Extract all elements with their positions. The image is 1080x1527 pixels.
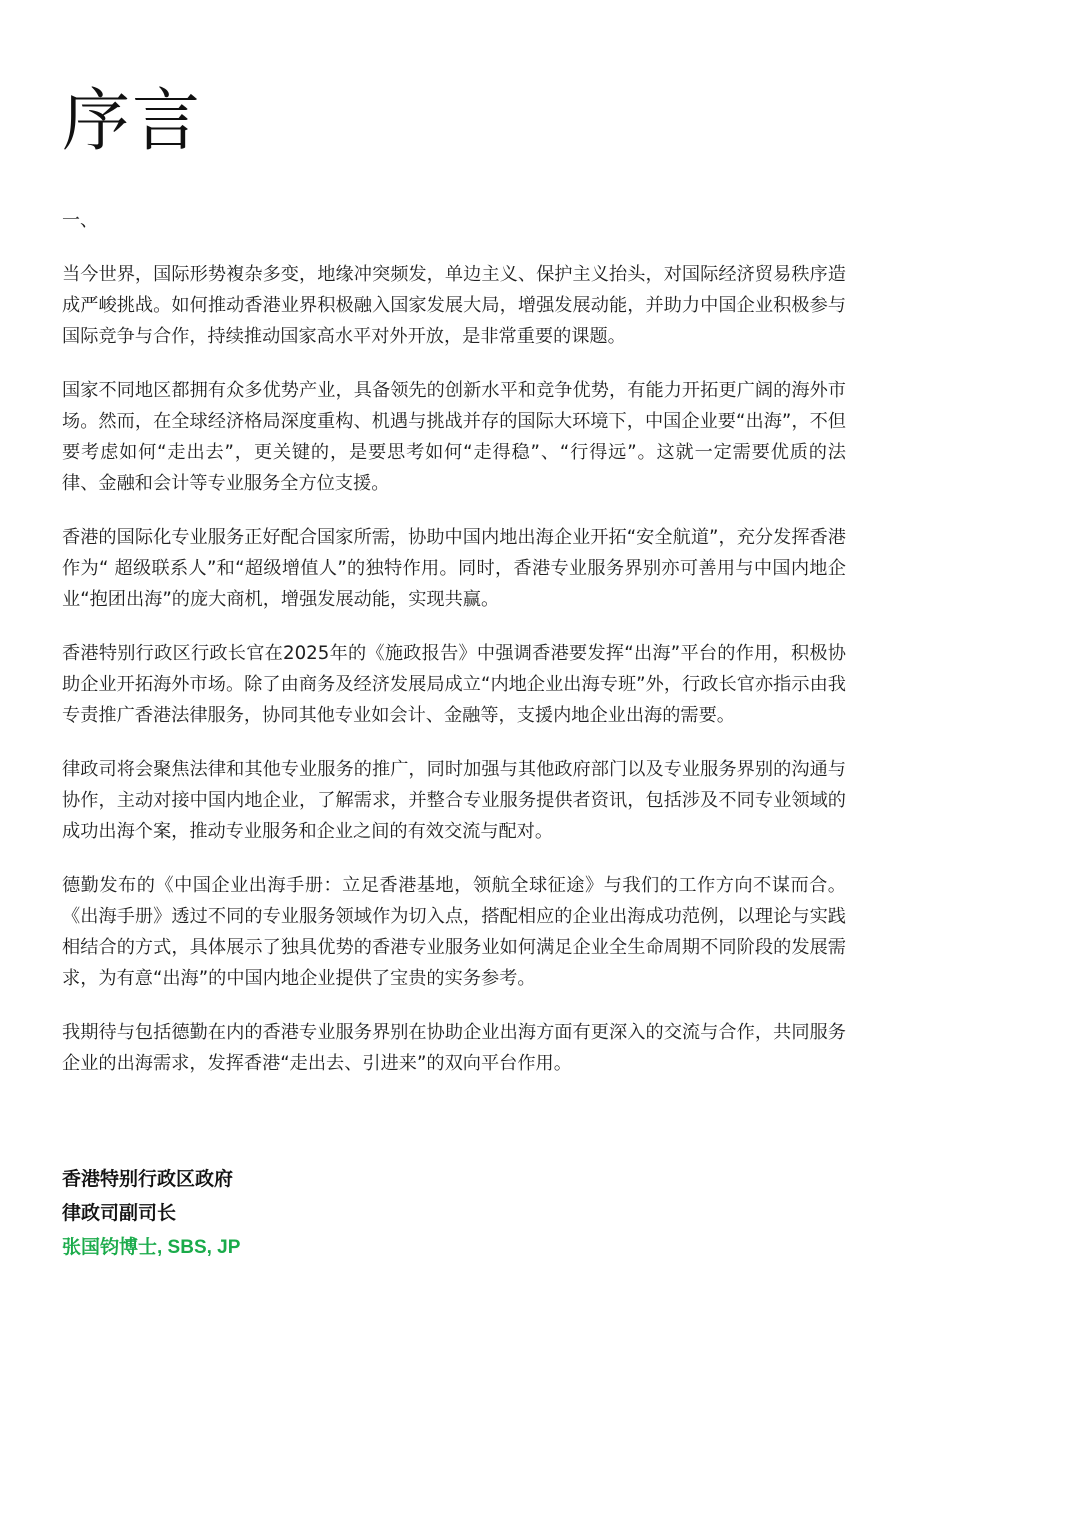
paragraph: 我期待与包括德勤在内的香港专业服务界别在协助企业出海方面有更深入的交流与合作，共同服务企业的出海需求，发挥香港“走出去、引进来”的双向平台作用。 [62, 1022, 846, 1074]
paragraph: 德勤发布的《中国企业出海手册：立足香港基地，领航全球征途》与我们的工作方向不谋而合。《出海手册》透过不同的专业服务领域作为切入点，搭配相应的企业出海成功范例，以理论与实践相结合的方式，具体展示了独具优势的香港专业服务业如何满足企业全生命周期不同阶段的发展需求，为有意“出海”的中国内地企业提供了宝贵的实务参考。 [62, 875, 846, 989]
section-marker: 一、 [62, 210, 98, 231]
signer-organization: 香港特别行政区政府 [62, 1169, 234, 1190]
paragraph: 当今世界，国际形势複杂多变，地缘冲突频发，单边主义、保护主义抬头，对国际经济贸易秩序造成严峻挑战。如何推动香港业界积极融入国家发展大局，增强发展动能，并助力中国企业积极参与国际竞争与合作，持续推动国家高水平对外开放，是非常重要的课题。 [62, 264, 846, 347]
paragraph: 香港特别行政区行政长官在2025年的《施政报告》中强调香港要发挥“出海”平台的作用，积极协助企业开拓海外市场。除了由商务及经济发展局成立“内地企业出海专班”外，行政长官亦指示由我专责推广香港法律服务，协同其他专业如会计、金融等，支援内地企业出海的需要。 [62, 643, 846, 726]
paragraph: 国家不同地区都拥有众多优势产业，具备领先的创新水平和竞争优势，有能力开拓更广阔的海外市场。然而，在全球经济格局深度重构、机遇与挑战并存的国际大环境下，中国企业要“出海”，不但要考虑如何“走出去”，更关键的，是要思考如何“走得稳”、“行得远”。这就一定需要优质的法律、金融和会计等专业服务全方位支援。 [62, 380, 846, 494]
signer-position: 律政司副司长 [62, 1203, 177, 1224]
signer-name: 张国钧博士, SBS, JP [62, 1237, 241, 1258]
paragraph: 香港的国际化专业服务正好配合国家所需，协助中国内地出海企业开拓“安全航道”，充分发挥香港作为“ 超级联系人”和“超级增值人”的独特作用。同时，香港专业服务界别亦可善用与中国内地企业“抱团出海”的庞大商机，增强发展动能，实现共赢。 [62, 527, 846, 610]
paragraph: 律政司将会聚焦法律和其他专业服务的推广，同时加强与其他政府部门以及专业服务界别的沟通与协作，主动对接中国内地企业，了解需求，并整合专业服务提供者资讯，包括涉及不同专业领域的成功出海个案，推动专业服务和企业之间的有效交流与配对。 [62, 759, 846, 842]
page-title: 序言 [62, 82, 203, 161]
signature-block [62, 1163, 240, 1265]
body-text [62, 259, 846, 1102]
